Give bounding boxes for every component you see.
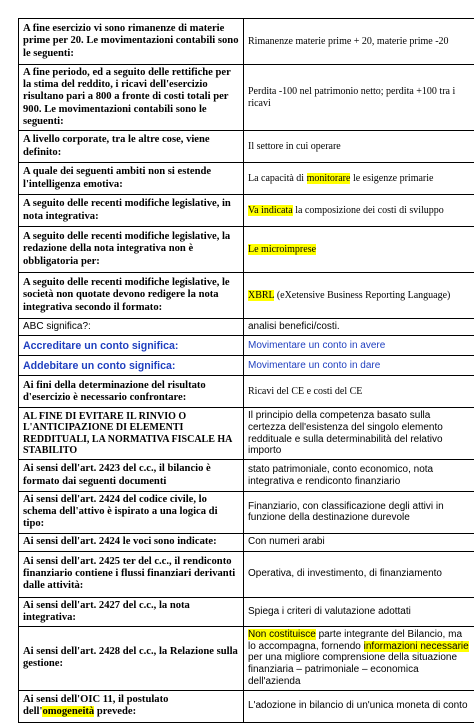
table-row [19,460,474,492]
question-cell: ABC significa?: [19,319,244,336]
answer-text: parte integrante del Bilancio, ma lo accompagna, fornendo [248,629,462,652]
answer-text: la composizione dei costi di sviluppo [293,205,444,216]
answer-text: per una migliore comprensione della situazione finanziaria – patrimoniale – economica dell'azienda [248,652,457,686]
highlighted-text: Non costituisce [248,629,316,640]
table-row [19,273,474,319]
answer-cell [244,627,474,691]
answer-cell [244,163,474,195]
highlighted-text: Va indicata [248,205,293,216]
question-cell: Ai sensi dell'art. 2424 le voci sono indicate: [19,533,244,551]
answer-cell: Operativa, di investimento, di finanziamento [244,551,474,597]
answer-text: le esigenze primarie [350,173,433,184]
qa-table [18,18,474,723]
question-cell: Accreditare un conto significa: [19,336,244,356]
table-row [19,551,474,597]
question-cell: Ai sensi dell'art. 2427 del c.c., la nota integrativa: [19,597,244,626]
table-row [19,131,474,163]
question-cell: A seguito delle recenti modifiche legislative, la redazione della nota integrativa non è obbligatoria per: [19,227,244,273]
highlighted-text: Le microimprese [248,244,316,255]
answer-text: La capacità di [248,173,307,184]
table-row [19,376,474,408]
answer-text: (eXetensive Business Reporting Language) [274,290,450,301]
question-cell: A fine periodo, ed a seguito delle rettifiche per la stima del reddito, i ricavi dell'esercizio risultano pari a 800 a fronte di costi totali per 900. Le movimentazioni contabili sono le seguenti: [19,65,244,131]
highlighted-text: omogeneità [42,706,94,717]
answer-cell [244,195,474,227]
table-row [19,408,474,460]
table-row [19,227,474,273]
question-cell: Ai sensi dell'art. 2425 ter del c.c., il rendiconto finanziario contiene i flussi finanziari derivanti dalle attività: [19,551,244,597]
answer-cell: Rimanenze materie prime + 20, materie prime -20 [244,19,474,65]
question-cell: Ai sensi dell'art. 2424 del codice civile, lo schema dell'attivo è ispirato a una logica di tipo: [19,492,244,534]
table-row [19,627,474,691]
answer-cell: Movimentare un conto in dare [244,356,474,376]
question-cell: A fine esercizio vi sono rimanenze di materie prime per 20. Le movimentazioni contabili sono le seguenti: [19,19,244,65]
answer-cell: Movimentare un conto in avere [244,336,474,356]
table-row [19,319,474,336]
table-row [19,690,474,722]
table-row [19,19,474,65]
question-cell: Ai sensi dell'art. 2423 del c.c., il bilancio è formato dai seguenti documenti [19,460,244,492]
table-row [19,336,474,356]
question-cell: Ai sensi dell'art. 2428 del c.c., la Relazione sulla gestione: [19,627,244,691]
question-text: Ai sensi dell'OIC 11, il postulato dell' [23,694,168,717]
question-cell [19,690,244,722]
question-text: prevede: [94,706,136,717]
table-row [19,533,474,551]
table-row [19,163,474,195]
answer-cell: Perdita -100 nel patrimonio netto; perdita +100 tra i ricavi [244,65,474,131]
highlighted-text: XBRL [248,290,274,301]
table-row [19,195,474,227]
question-cell: AL FINE DI EVITARE IL RINVIO O L'ANTICIPAZIONE DI ELEMENTI REDDITUALI, LA NORMATIVA FISCALE HA STABILITO [19,408,244,460]
question-cell: A quale dei seguenti ambiti non si estende l'intelligenza emotiva: [19,163,244,195]
question-cell: A seguito delle recenti modifiche legislative, le società non quotate devono redigere la nota integrativa secondo il formato: [19,273,244,319]
table-row [19,597,474,626]
table-row [19,356,474,376]
question-cell: Addebitare un conto significa: [19,356,244,376]
answer-cell: L'adozione in bilancio di un'unica moneta di conto [244,690,474,722]
answer-cell: Finanziario, con classificazione degli attivi in funzione della destinazione durevole [244,492,474,534]
table-row [19,65,474,131]
answer-cell [244,227,474,273]
question-cell: A livello corporate, tra le altre cose, viene definito: [19,131,244,163]
highlighted-text: monitorare [307,173,351,184]
answer-cell: Ricavi del CE e costi del CE [244,376,474,408]
answer-cell: Il principio della competenza basato sulla certezza dell'esistenza del singolo elemento reddituale e sulla determinabilità del relativo importo [244,408,474,460]
highlighted-text: informazioni necessarie [364,641,469,652]
answer-cell: analisi benefici/costi. [244,319,474,336]
question-cell: A seguito delle recenti modifiche legislative, in nota integrativa: [19,195,244,227]
answer-cell [244,273,474,319]
table-row [19,492,474,534]
answer-cell: Il settore in cui operare [244,131,474,163]
question-cell: Ai fini della determinazione del risultato d'esercizio è necessario confrontare: [19,376,244,408]
answer-cell: Spiega i criteri di valutazione adottati [244,597,474,626]
answer-cell: stato patrimoniale, conto economico, nota integrativa e rendiconto finanziario [244,460,474,492]
answer-cell: Con numeri arabi [244,533,474,551]
